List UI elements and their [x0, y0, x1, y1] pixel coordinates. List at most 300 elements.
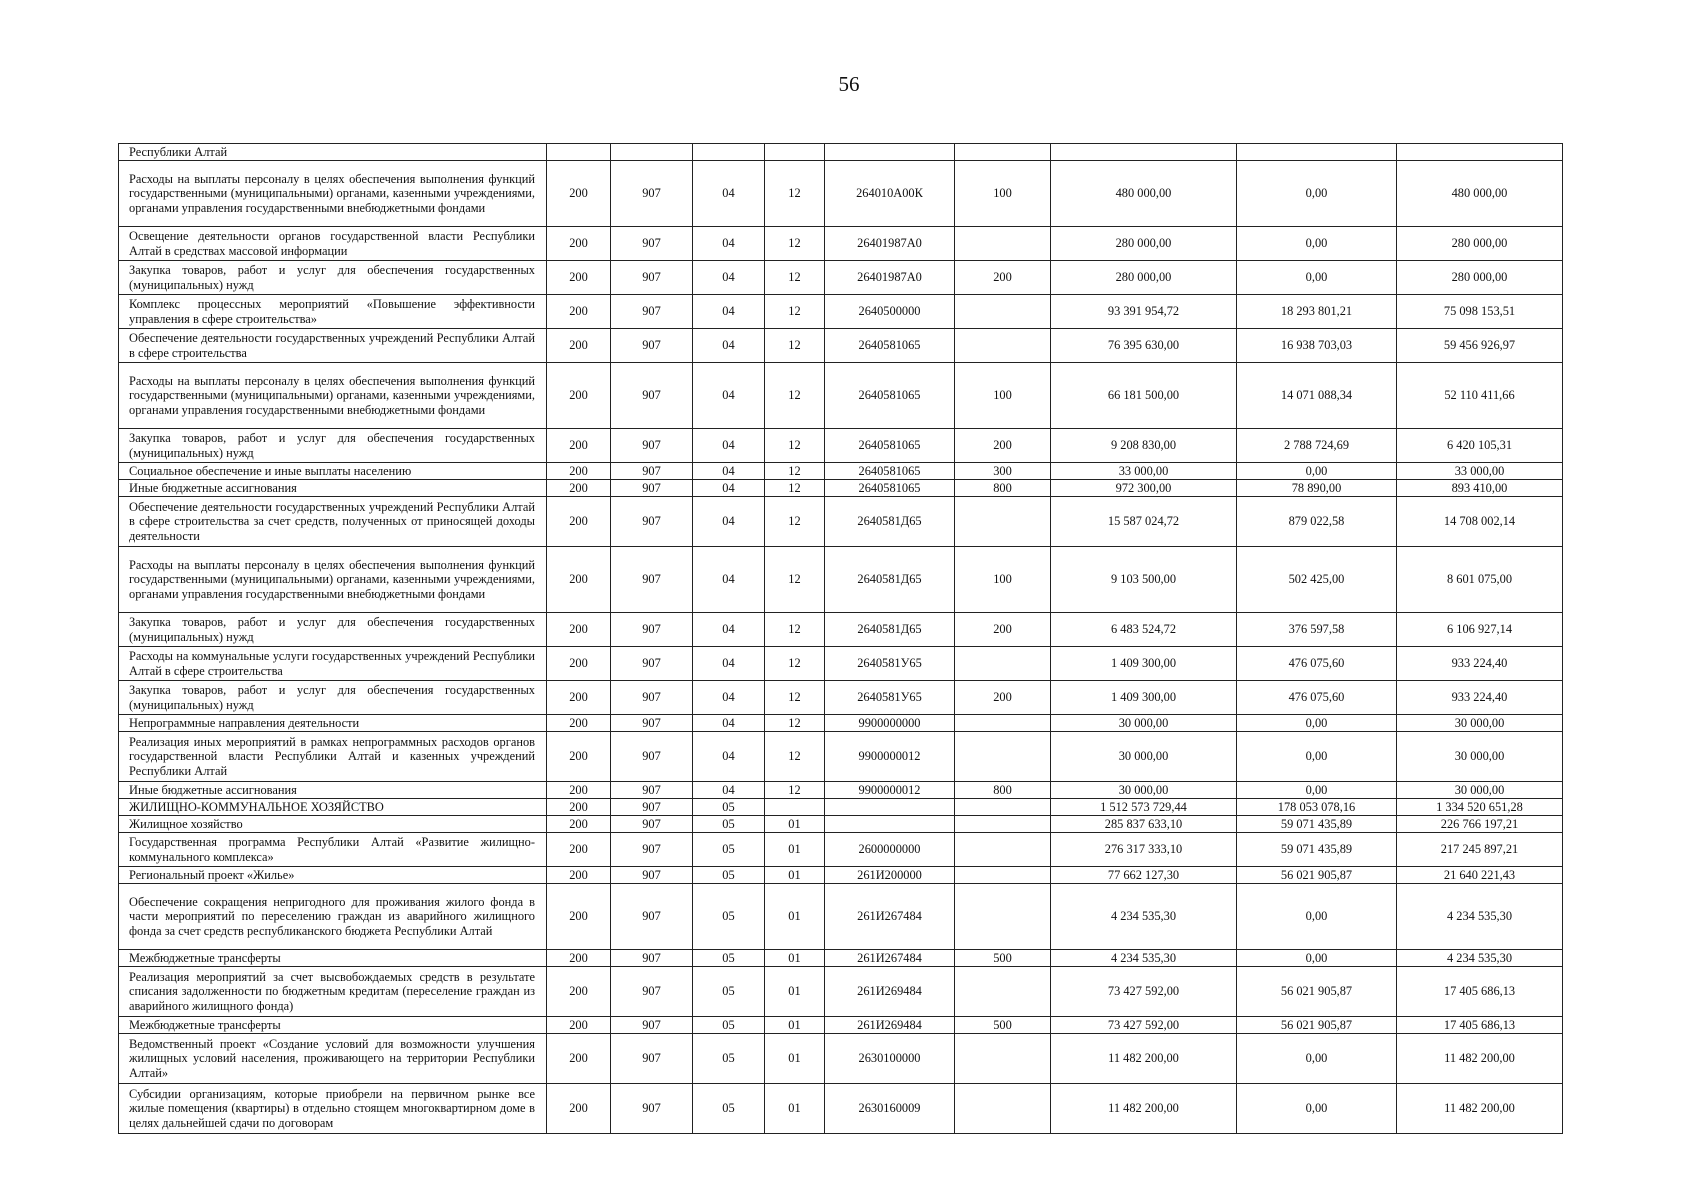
row-amount-approved: 15 587 024,72 — [1051, 497, 1237, 547]
table-row — [119, 1084, 1563, 1134]
row-section: 04 — [693, 227, 765, 261]
row-department: 907 — [611, 329, 693, 363]
row-amount-approved: 1 512 573 729,44 — [1051, 799, 1237, 816]
row-amount-change: 0,00 — [1237, 1084, 1397, 1134]
row-section: 04 — [693, 463, 765, 480]
row-amount-total: 14 708 002,14 — [1397, 497, 1563, 547]
row-target-code: 2630100000 — [825, 1034, 955, 1084]
row-expense-type — [955, 647, 1051, 681]
row-ministry: 200 — [547, 161, 611, 227]
row-department: 907 — [611, 967, 693, 1017]
row-amount-total: 480 000,00 — [1397, 161, 1563, 227]
row-ministry: 200 — [547, 295, 611, 329]
row-amount-approved: 9 208 830,00 — [1051, 429, 1237, 463]
row-expense-type: 200 — [955, 681, 1051, 715]
row-department: 907 — [611, 547, 693, 613]
table-row — [119, 782, 1563, 799]
row-expense-type: 100 — [955, 547, 1051, 613]
table-row — [119, 681, 1563, 715]
row-section: 04 — [693, 547, 765, 613]
row-department: 907 — [611, 681, 693, 715]
row-amount-change: 56 021 905,87 — [1237, 867, 1397, 884]
row-department: 907 — [611, 295, 693, 329]
row-expense-type: 500 — [955, 1017, 1051, 1034]
row-target-code: 26401987А0 — [825, 227, 955, 261]
row-target-code: 2640581065 — [825, 329, 955, 363]
row-expense-type — [955, 1034, 1051, 1084]
row-expense-type: 200 — [955, 429, 1051, 463]
row-subsection: 12 — [765, 647, 825, 681]
row-amount-change: 78 890,00 — [1237, 480, 1397, 497]
row-ministry: 200 — [547, 227, 611, 261]
row-subsection: 01 — [765, 1084, 825, 1134]
row-amount-approved: 30 000,00 — [1051, 715, 1237, 732]
row-expense-type — [955, 799, 1051, 816]
row-amount-change: 16 938 703,03 — [1237, 329, 1397, 363]
table-row — [119, 547, 1563, 613]
row-amount-total: 280 000,00 — [1397, 261, 1563, 295]
row-amount-total: 6 420 105,31 — [1397, 429, 1563, 463]
row-section: 04 — [693, 329, 765, 363]
row-section: 04 — [693, 480, 765, 497]
row-amount-approved: 280 000,00 — [1051, 261, 1237, 295]
row-expense-type: 800 — [955, 782, 1051, 799]
row-subsection: 12 — [765, 613, 825, 647]
row-subsection: 12 — [765, 295, 825, 329]
row-name: Реализация иных мероприятий в рамках непрограммных расходов органов государственной власти Республики Алтай и казенных учреждений Республики Алтай — [119, 732, 547, 782]
row-amount-change: 0,00 — [1237, 161, 1397, 227]
row-amount-approved: 280 000,00 — [1051, 227, 1237, 261]
row-department: 907 — [611, 429, 693, 463]
row-amount-change: 18 293 801,21 — [1237, 295, 1397, 329]
row-amount-change: 56 021 905,87 — [1237, 1017, 1397, 1034]
row-amount-approved: 93 391 954,72 — [1051, 295, 1237, 329]
row-department: 907 — [611, 1084, 693, 1134]
row-name: Государственная программа Республики Алтай «Развитие жилищно-коммунального комплекса» — [119, 833, 547, 867]
row-target-code: 2640581Д65 — [825, 613, 955, 647]
row-amount-total: 59 456 926,97 — [1397, 329, 1563, 363]
budget-table — [118, 143, 1563, 1134]
row-name: Реализация мероприятий за счет высвобождаемых средств в результате списания задолженности по бюджетным кредитам (переселение граждан из аварийного жилищного фонда) — [119, 967, 547, 1017]
row-target-code: 2640581065 — [825, 429, 955, 463]
table-row — [119, 480, 1563, 497]
row-target-code: 9900000000 — [825, 715, 955, 732]
row-department: 907 — [611, 782, 693, 799]
row-amount-change: 879 022,58 — [1237, 497, 1397, 547]
row-department: 907 — [611, 816, 693, 833]
row-name: Расходы на выплаты персоналу в целях обеспечения выполнения функций государственными (муниципальными) органами, казенными учреждениями, органами управления государственными внебюджетными фондами — [119, 363, 547, 429]
row-amount-total: 75 098 153,51 — [1397, 295, 1563, 329]
row-section: 05 — [693, 950, 765, 967]
row-subsection: 12 — [765, 363, 825, 429]
row-amount-approved: 6 483 524,72 — [1051, 613, 1237, 647]
row-section: 04 — [693, 429, 765, 463]
row-amount-total: 30 000,00 — [1397, 732, 1563, 782]
row-target-code: 2630160009 — [825, 1084, 955, 1134]
row-subsection: 01 — [765, 816, 825, 833]
row-target-code: 261И200000 — [825, 867, 955, 884]
row-department: 907 — [611, 1017, 693, 1034]
row-department: 907 — [611, 261, 693, 295]
row-amount-approved: 4 234 535,30 — [1051, 950, 1237, 967]
table-row — [119, 144, 1563, 161]
row-section: 05 — [693, 833, 765, 867]
row-section: 05 — [693, 884, 765, 950]
row-department: 907 — [611, 647, 693, 681]
row-target-code: 264010А00К — [825, 161, 955, 227]
row-target-code — [825, 144, 955, 161]
table-row — [119, 161, 1563, 227]
row-ministry: 200 — [547, 1017, 611, 1034]
row-section: 04 — [693, 647, 765, 681]
row-expense-type: 500 — [955, 950, 1051, 967]
row-expense-type — [955, 1084, 1051, 1134]
row-expense-type — [955, 816, 1051, 833]
row-expense-type — [955, 732, 1051, 782]
row-ministry: 200 — [547, 1034, 611, 1084]
row-department: 907 — [611, 463, 693, 480]
row-name: Закупка товаров, работ и услуг для обеспечения государственных (муниципальных) нужд — [119, 613, 547, 647]
row-ministry: 200 — [547, 799, 611, 816]
row-target-code: 26401987А0 — [825, 261, 955, 295]
table-row — [119, 497, 1563, 547]
row-department: 907 — [611, 833, 693, 867]
row-amount-total: 21 640 221,43 — [1397, 867, 1563, 884]
row-amount-total: 893 410,00 — [1397, 480, 1563, 497]
row-expense-type — [955, 884, 1051, 950]
row-expense-type — [955, 295, 1051, 329]
row-expense-type — [955, 227, 1051, 261]
row-amount-total: 11 482 200,00 — [1397, 1034, 1563, 1084]
table-row — [119, 227, 1563, 261]
row-amount-approved: 480 000,00 — [1051, 161, 1237, 227]
row-name: Непрограммные направления деятельности — [119, 715, 547, 732]
row-target-code: 2640581У65 — [825, 647, 955, 681]
row-name: Субсидии организациям, которые приобрели на первичном рынке все жилые помещения (квартиры) в отдельно стоящем многоквартирном доме в целях дальнейшей сдачи по договорам — [119, 1084, 547, 1134]
row-ministry: 200 — [547, 732, 611, 782]
row-expense-type: 800 — [955, 480, 1051, 497]
row-section: 04 — [693, 782, 765, 799]
row-amount-approved: 33 000,00 — [1051, 463, 1237, 480]
row-department: 907 — [611, 480, 693, 497]
row-target-code: 2640581У65 — [825, 681, 955, 715]
row-subsection: 12 — [765, 480, 825, 497]
row-name: Иные бюджетные ассигнования — [119, 480, 547, 497]
row-expense-type — [955, 715, 1051, 732]
row-amount-approved: 1 409 300,00 — [1051, 647, 1237, 681]
row-amount-total: 280 000,00 — [1397, 227, 1563, 261]
table-row — [119, 967, 1563, 1017]
row-amount-approved — [1051, 144, 1237, 161]
row-section: 04 — [693, 732, 765, 782]
row-department: 907 — [611, 715, 693, 732]
row-target-code: 2640581065 — [825, 480, 955, 497]
row-amount-approved: 11 482 200,00 — [1051, 1084, 1237, 1134]
row-amount-change: 178 053 078,16 — [1237, 799, 1397, 816]
row-subsection: 12 — [765, 732, 825, 782]
row-section: 05 — [693, 867, 765, 884]
row-subsection: 01 — [765, 833, 825, 867]
row-amount-change: 0,00 — [1237, 732, 1397, 782]
row-expense-type — [955, 867, 1051, 884]
row-name: Социальное обеспечение и иные выплаты населению — [119, 463, 547, 480]
row-name: ЖИЛИЩНО-КОММУНАЛЬНОЕ ХОЗЯЙСТВО — [119, 799, 547, 816]
row-ministry: 200 — [547, 480, 611, 497]
row-target-code: 2640581065 — [825, 363, 955, 429]
row-amount-approved: 285 837 633,10 — [1051, 816, 1237, 833]
row-subsection: 01 — [765, 867, 825, 884]
row-expense-type — [955, 144, 1051, 161]
row-target-code — [825, 816, 955, 833]
row-department: 907 — [611, 497, 693, 547]
row-amount-total: 17 405 686,13 — [1397, 1017, 1563, 1034]
row-subsection: 12 — [765, 161, 825, 227]
row-department: 907 — [611, 867, 693, 884]
row-subsection: 01 — [765, 967, 825, 1017]
row-section: 05 — [693, 967, 765, 1017]
row-department: 907 — [611, 884, 693, 950]
row-ministry: 200 — [547, 782, 611, 799]
row-section: 04 — [693, 363, 765, 429]
row-department: 907 — [611, 161, 693, 227]
row-expense-type — [955, 967, 1051, 1017]
row-ministry: 200 — [547, 261, 611, 295]
row-target-code: 9900000012 — [825, 782, 955, 799]
row-name: Обеспечение деятельности государственных учреждений Республики Алтай в сфере строительства за счет средств, полученных от приносящей доходы деятельности — [119, 497, 547, 547]
row-name: Расходы на выплаты персоналу в целях обеспечения выполнения функций государственными (муниципальными) органами, казенными учреждениями, органами управления государственными внебюджетными фондами — [119, 547, 547, 613]
table-row — [119, 463, 1563, 480]
row-amount-change: 502 425,00 — [1237, 547, 1397, 613]
row-ministry: 200 — [547, 613, 611, 647]
row-amount-change: 56 021 905,87 — [1237, 967, 1397, 1017]
row-name: Обеспечение деятельности государственных учреждений Республики Алтай в сфере строительства — [119, 329, 547, 363]
row-department — [611, 144, 693, 161]
row-amount-change: 14 071 088,34 — [1237, 363, 1397, 429]
row-name: Иные бюджетные ассигнования — [119, 782, 547, 799]
table-row — [119, 833, 1563, 867]
row-ministry: 200 — [547, 429, 611, 463]
table-row — [119, 613, 1563, 647]
row-expense-type: 100 — [955, 363, 1051, 429]
row-amount-change: 59 071 435,89 — [1237, 816, 1397, 833]
row-amount-approved: 9 103 500,00 — [1051, 547, 1237, 613]
row-amount-approved: 11 482 200,00 — [1051, 1034, 1237, 1084]
row-section: 05 — [693, 1084, 765, 1134]
row-subsection: 01 — [765, 884, 825, 950]
row-ministry: 200 — [547, 833, 611, 867]
row-amount-change: 59 071 435,89 — [1237, 833, 1397, 867]
row-section: 04 — [693, 613, 765, 647]
table-row — [119, 799, 1563, 816]
row-subsection: 12 — [765, 681, 825, 715]
row-name: Закупка товаров, работ и услуг для обеспечения государственных (муниципальных) нужд — [119, 681, 547, 715]
row-department: 907 — [611, 732, 693, 782]
row-subsection: 01 — [765, 1034, 825, 1084]
row-subsection: 12 — [765, 261, 825, 295]
row-subsection: 01 — [765, 950, 825, 967]
row-target-code — [825, 799, 955, 816]
row-amount-total: 30 000,00 — [1397, 782, 1563, 799]
row-target-code: 2640581065 — [825, 463, 955, 480]
row-ministry: 200 — [547, 497, 611, 547]
table-row — [119, 261, 1563, 295]
row-section: 05 — [693, 816, 765, 833]
row-department: 907 — [611, 613, 693, 647]
row-ministry: 200 — [547, 967, 611, 1017]
row-name: Освещение деятельности органов государственной власти Республики Алтай в средствах массовой информации — [119, 227, 547, 261]
row-name: Закупка товаров, работ и услуг для обеспечения государственных (муниципальных) нужд — [119, 429, 547, 463]
row-amount-approved: 276 317 333,10 — [1051, 833, 1237, 867]
row-name: Обеспечение сокращения непригодного для проживания жилого фонда в части мероприятий по переселению граждан из аварийного жилищного фонда за счет средств республиканского бюджета Республики Алтай — [119, 884, 547, 950]
row-amount-total: 17 405 686,13 — [1397, 967, 1563, 1017]
row-amount-total: 33 000,00 — [1397, 463, 1563, 480]
row-department: 907 — [611, 950, 693, 967]
row-amount-total: 52 110 411,66 — [1397, 363, 1563, 429]
row-expense-type — [955, 329, 1051, 363]
row-section: 05 — [693, 1017, 765, 1034]
row-amount-total: 4 234 535,30 — [1397, 950, 1563, 967]
table-row — [119, 295, 1563, 329]
row-amount-total: 1 334 520 651,28 — [1397, 799, 1563, 816]
row-amount-total: 6 106 927,14 — [1397, 613, 1563, 647]
row-amount-total: 11 482 200,00 — [1397, 1084, 1563, 1134]
row-ministry: 200 — [547, 884, 611, 950]
row-amount-approved: 4 234 535,30 — [1051, 884, 1237, 950]
row-amount-approved: 66 181 500,00 — [1051, 363, 1237, 429]
row-amount-approved: 1 409 300,00 — [1051, 681, 1237, 715]
row-ministry: 200 — [547, 547, 611, 613]
row-target-code: 9900000012 — [825, 732, 955, 782]
row-department: 907 — [611, 227, 693, 261]
row-name: Региональный проект «Жилье» — [119, 867, 547, 884]
row-amount-total: 226 766 197,21 — [1397, 816, 1563, 833]
row-amount-change: 376 597,58 — [1237, 613, 1397, 647]
row-target-code: 2640500000 — [825, 295, 955, 329]
row-name: Республики Алтай — [119, 144, 547, 161]
row-expense-type: 200 — [955, 261, 1051, 295]
table-row — [119, 732, 1563, 782]
row-amount-change: 0,00 — [1237, 782, 1397, 799]
row-ministry: 200 — [547, 363, 611, 429]
row-expense-type — [955, 497, 1051, 547]
row-subsection: 01 — [765, 1017, 825, 1034]
row-amount-total: 30 000,00 — [1397, 715, 1563, 732]
row-section: 04 — [693, 497, 765, 547]
row-section: 05 — [693, 799, 765, 816]
row-amount-approved: 76 395 630,00 — [1051, 329, 1237, 363]
row-section: 04 — [693, 261, 765, 295]
row-amount-change: 0,00 — [1237, 715, 1397, 732]
table-row — [119, 429, 1563, 463]
row-ministry: 200 — [547, 950, 611, 967]
row-name: Межбюджетные трансферты — [119, 950, 547, 967]
row-section: 04 — [693, 715, 765, 732]
row-section: 04 — [693, 681, 765, 715]
row-amount-total: 8 601 075,00 — [1397, 547, 1563, 613]
row-name: Межбюджетные трансферты — [119, 1017, 547, 1034]
row-amount-total: 4 234 535,30 — [1397, 884, 1563, 950]
row-subsection: 12 — [765, 227, 825, 261]
table-row — [119, 950, 1563, 967]
row-amount-change: 0,00 — [1237, 950, 1397, 967]
row-amount-approved: 73 427 592,00 — [1051, 1017, 1237, 1034]
row-expense-type: 200 — [955, 613, 1051, 647]
row-name: Закупка товаров, работ и услуг для обеспечения государственных (муниципальных) нужд — [119, 261, 547, 295]
row-subsection: 12 — [765, 782, 825, 799]
table-row — [119, 1034, 1563, 1084]
row-target-code: 261И269484 — [825, 967, 955, 1017]
row-amount-total: 933 224,40 — [1397, 681, 1563, 715]
row-section: 04 — [693, 161, 765, 227]
row-section — [693, 144, 765, 161]
table-row — [119, 715, 1563, 732]
row-target-code: 2640581Д65 — [825, 497, 955, 547]
row-amount-total — [1397, 144, 1563, 161]
page-number: 56 — [838, 72, 860, 96]
row-amount-change: 0,00 — [1237, 261, 1397, 295]
table-row — [119, 816, 1563, 833]
table-row — [119, 647, 1563, 681]
table-row — [119, 884, 1563, 950]
row-amount-change — [1237, 144, 1397, 161]
row-subsection — [765, 144, 825, 161]
row-amount-approved: 972 300,00 — [1051, 480, 1237, 497]
row-ministry: 200 — [547, 647, 611, 681]
row-name: Жилищное хозяйство — [119, 816, 547, 833]
row-name: Комплекс процессных мероприятий «Повышение эффективности управления в сфере строительства» — [119, 295, 547, 329]
row-amount-approved: 30 000,00 — [1051, 732, 1237, 782]
row-amount-approved: 73 427 592,00 — [1051, 967, 1237, 1017]
row-amount-change: 0,00 — [1237, 227, 1397, 261]
row-name: Расходы на коммунальные услуги государственных учреждений Республики Алтай в сфере строительства — [119, 647, 547, 681]
row-target-code: 2600000000 — [825, 833, 955, 867]
row-department: 907 — [611, 1034, 693, 1084]
table-row — [119, 363, 1563, 429]
row-amount-change: 476 075,60 — [1237, 647, 1397, 681]
row-amount-change: 0,00 — [1237, 884, 1397, 950]
row-ministry: 200 — [547, 867, 611, 884]
row-ministry: 200 — [547, 1084, 611, 1134]
row-target-code: 2640581Д65 — [825, 547, 955, 613]
row-subsection: 12 — [765, 463, 825, 480]
row-ministry: 200 — [547, 463, 611, 480]
row-department: 907 — [611, 363, 693, 429]
row-target-code: 261И267484 — [825, 950, 955, 967]
row-subsection — [765, 799, 825, 816]
table-row — [119, 1017, 1563, 1034]
table-row — [119, 329, 1563, 363]
row-target-code: 261И269484 — [825, 1017, 955, 1034]
row-section: 05 — [693, 1034, 765, 1084]
row-ministry: 200 — [547, 329, 611, 363]
row-name: Расходы на выплаты персоналу в целях обеспечения выполнения функций государственными (муниципальными) органами, казенными учреждениями, органами управления государственными внебюджетными фондами — [119, 161, 547, 227]
row-subsection: 12 — [765, 715, 825, 732]
row-amount-change: 0,00 — [1237, 1034, 1397, 1084]
row-ministry: 200 — [547, 816, 611, 833]
row-department: 907 — [611, 799, 693, 816]
row-ministry: 200 — [547, 715, 611, 732]
row-name: Ведомственный проект «Создание условий для возможности улучшения жилищных условий населения, проживающего на территории Республики Алтай» — [119, 1034, 547, 1084]
row-expense-type: 300 — [955, 463, 1051, 480]
row-amount-total: 933 224,40 — [1397, 647, 1563, 681]
row-ministry — [547, 144, 611, 161]
row-expense-type — [955, 833, 1051, 867]
row-amount-approved: 77 662 127,30 — [1051, 867, 1237, 884]
row-subsection: 12 — [765, 547, 825, 613]
table-row — [119, 867, 1563, 884]
row-section: 04 — [693, 295, 765, 329]
row-amount-change: 2 788 724,69 — [1237, 429, 1397, 463]
